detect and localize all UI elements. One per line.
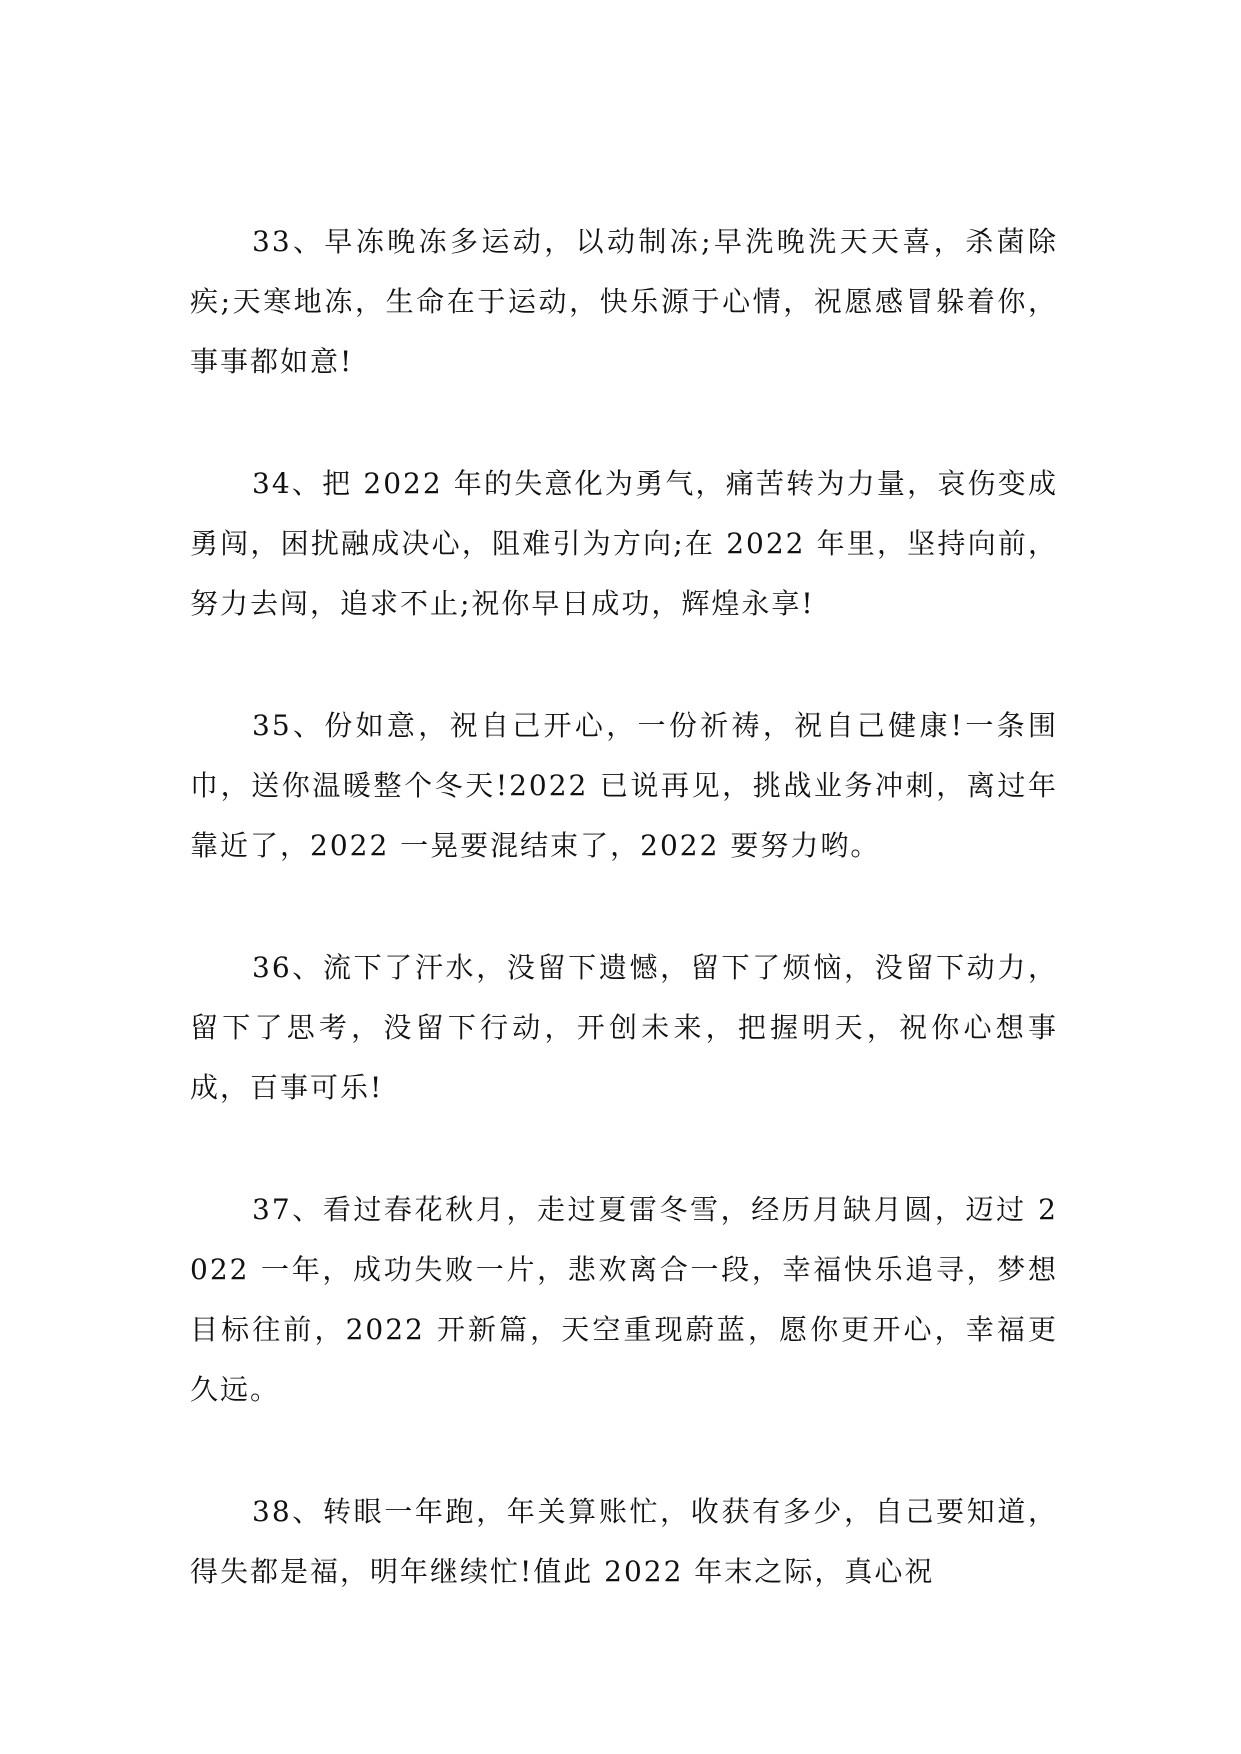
paragraph-35: 35、份如意，祝自己开心，一份祈祷，祝自己健康!一条围巾，送你温暖整个冬天!2022 已说再见，挑战业务冲刺，离过年靠近了，2022 一晃要混结束了，2022 要努力哟。 — [190, 709, 1058, 862]
paragraph-36: 36、流下了汗水，没留下遗憾，留下了烦恼，没留下动力，留下了思考，没留下行动，开创未来，把握明天，祝你心想事成，百事可乐! — [190, 951, 1058, 1104]
paragraph-34: 34、把 2022 年的失意化为勇气，痛苦转为力量，哀伤变成勇闯，困扰融成决心，阻难引为方向;在 2022 年里，坚持向前，努力去闯，追求不止;祝你早日成功，辉煌永享! — [190, 467, 1058, 620]
document-body — [190, 212, 1058, 1664]
paragraph-37: 37、看过春花秋月，走过夏雷冬雪，经历月缺月圆，迈过 2022 一年，成功失败一片，悲欢离合一段，幸福快乐追寻，梦想目标往前，2022 开新篇，天空重现蔚蓝，愿你更开心，幸福更久远。 — [190, 1193, 1058, 1406]
paragraph-33: 33、早冻晚冻多运动，以动制冻;早洗晚洗天天喜，杀菌除疾;天寒地冻，生命在于运动，快乐源于心情，祝愿感冒躲着你，事事都如意! — [190, 225, 1058, 378]
paragraph-38: 38、转眼一年跑，年关算账忙，收获有多少，自己要知道，得失都是福，明年继续忙!值此 2022 年末之际，真心祝 — [190, 1495, 1058, 1588]
